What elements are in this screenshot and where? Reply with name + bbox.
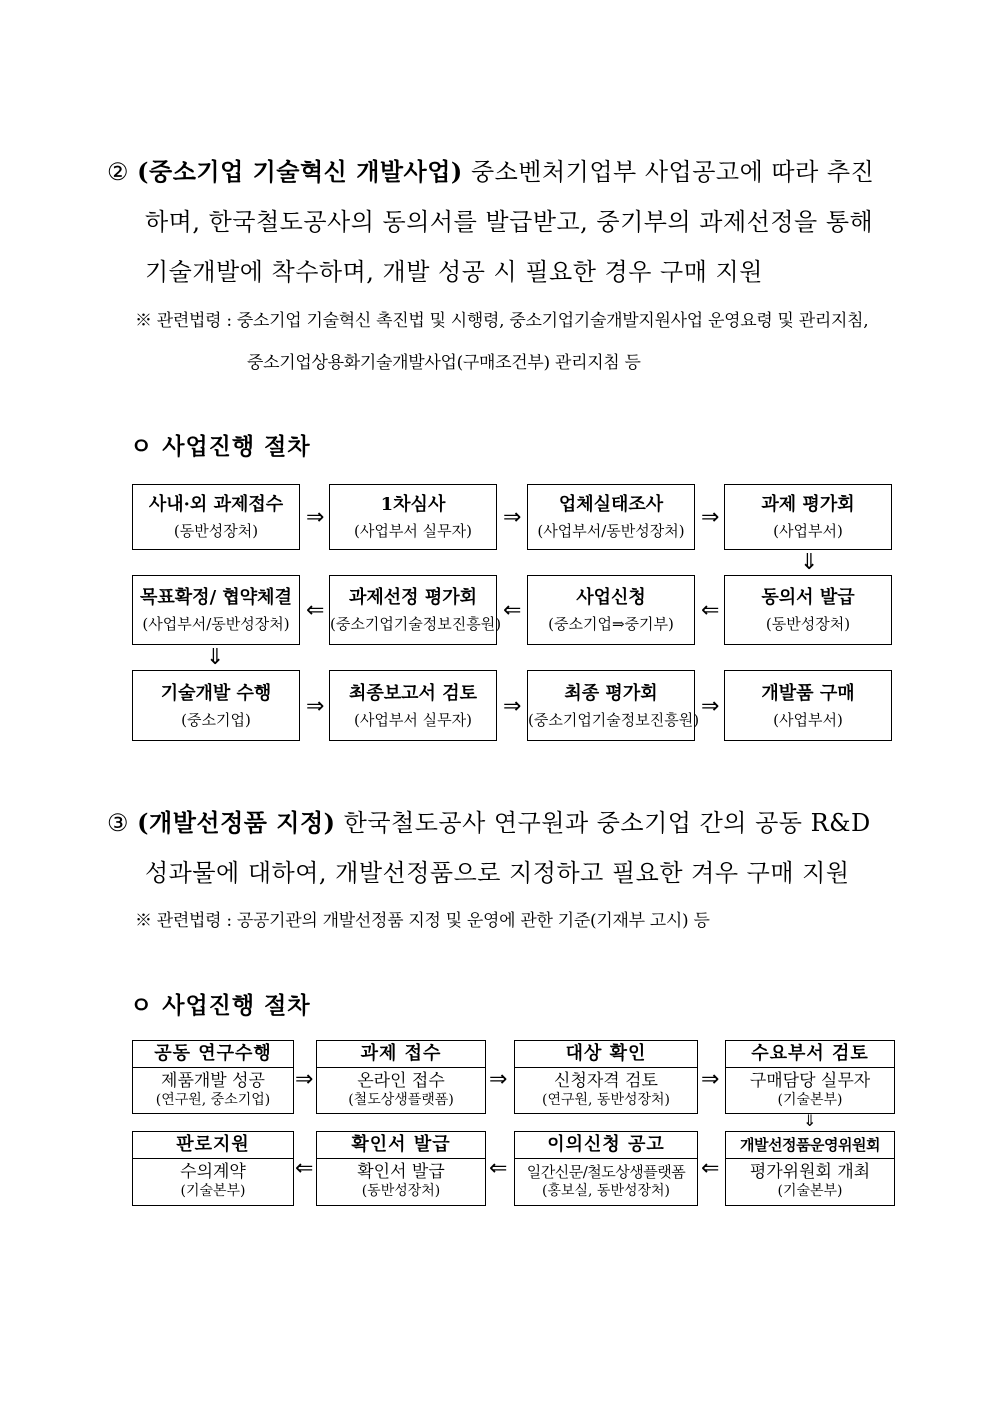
flow-step-title: 공동 연구수행 xyxy=(133,1041,293,1068)
flow-step-owner: (철도상생플랫폼) xyxy=(348,1092,454,1108)
section3-heading: ㅇ 사업진행 절차 xyxy=(130,992,311,1019)
arrow-down: ⇓ xyxy=(206,645,225,670)
flow-step-owner: (중소기업) xyxy=(181,710,251,729)
arrow-right: ⇒ xyxy=(503,505,522,530)
flow-step-owner: (홍보실, 동반성장처) xyxy=(541,1183,671,1199)
arrow-right: ⇒ xyxy=(295,1067,314,1092)
flow-step-title: 기술개발 수행 xyxy=(160,682,272,704)
flow-step-owner: (중소기업⇒중기부) xyxy=(548,615,674,633)
flow-step-title: 업체실태조사 xyxy=(558,494,664,515)
flow3-step-r2c3 xyxy=(514,1131,698,1206)
flow-step-title: 대상 확인 xyxy=(515,1041,697,1068)
flow3-step-r2c2 xyxy=(316,1131,486,1206)
flow-step-owner: (동반성장처) xyxy=(361,1183,441,1199)
flow-step-title: 개발품 구매 xyxy=(761,682,855,704)
section3-line2: 성과물에 대하여, 개발선정품으로 지정하고 필요한 겨우 구매 지원 xyxy=(145,859,850,887)
flow-step-owner: (사업부서) xyxy=(773,522,843,540)
flow-step-title: 과제 접수 xyxy=(317,1041,485,1068)
section2-marker: ② xyxy=(107,158,130,186)
flow-step-title: 이의신청 공고 xyxy=(515,1132,697,1159)
flow2-step-r2c3 xyxy=(527,575,695,645)
flow-step-owner: (연구원, 중소기업) xyxy=(155,1092,271,1108)
flow-step-task: 제품개발 성공 xyxy=(161,1071,265,1091)
section2-title: (중소기업 기술혁신 개발사업) xyxy=(137,157,463,186)
flow2-step-r2c4 xyxy=(724,575,892,645)
flow-step-owner: (동반성장처) xyxy=(765,615,851,633)
flow2-step-r2c1 xyxy=(132,575,300,645)
flow-step-owner: (동반성장처) xyxy=(173,522,259,540)
flow-step-owner: (기술본부) xyxy=(777,1092,843,1108)
flow-step-title: 최종 평가회 xyxy=(564,682,658,704)
arrow-right: ⇒ xyxy=(306,505,325,530)
flow2-step-r1c3 xyxy=(527,484,695,550)
flow-step-task: 일간신문/철도상생플랫폼 xyxy=(526,1163,686,1181)
flow-step-title: 최종보고서 검토 xyxy=(349,682,477,704)
section2-line1 xyxy=(107,157,874,187)
flow2-step-r1c2 xyxy=(329,484,497,550)
arrow-right: ⇒ xyxy=(701,694,720,719)
flow2-step-r3c3 xyxy=(527,670,700,741)
arrow-left: ⇐ xyxy=(503,598,522,623)
flow-step-owner: (사업부서/동반성장처) xyxy=(537,522,685,540)
arrow-left: ⇐ xyxy=(489,1156,508,1181)
flow3-step-r2c1 xyxy=(132,1131,294,1206)
arrow-left: ⇐ xyxy=(295,1156,314,1181)
flow2-step-r3c1 xyxy=(132,670,300,741)
flow-step-owner: (중소기업기술정보진흥원) xyxy=(330,615,502,633)
flow-step-owner: (사업부서 실무자) xyxy=(354,522,472,540)
arrow-right: ⇒ xyxy=(701,505,720,530)
flow-step-title: 사내·외 과제접수 xyxy=(148,494,284,515)
section2-line3: 기술개발에 착수하며, 개발 성공 시 필요한 경우 구매 지원 xyxy=(145,258,763,286)
section2-line1-text: 중소벤처기업부 사업공고에 따라 추진 xyxy=(470,158,875,186)
flow-step-task: 수의계약 xyxy=(180,1162,246,1182)
arrow-left: ⇐ xyxy=(701,598,720,623)
flow2-step-r3c2 xyxy=(329,670,497,741)
flow-step-title: 판로지원 xyxy=(133,1132,293,1159)
flow2-step-r1c1 xyxy=(132,484,300,550)
flow-step-title: 동의서 발급 xyxy=(761,587,855,608)
flow-step-title: 과제 평가회 xyxy=(761,494,855,515)
flow-step-owner: (연구원, 동반성장처) xyxy=(541,1092,671,1108)
section2-law-note-2: 중소기업상용화기술개발사업(구매조건부) 관리지침 등 xyxy=(247,353,641,373)
section3-line1-text: 한국철도공사 연구원과 중소기업 간의 공동 R&D xyxy=(343,809,871,837)
section3-line1 xyxy=(107,808,871,838)
arrow-down: ⇓ xyxy=(800,550,819,575)
flow-step-task: 신청자격 검토 xyxy=(554,1071,658,1091)
arrow-down: ⇓ xyxy=(803,1111,817,1130)
arrow-right: ⇒ xyxy=(701,1067,720,1092)
arrow-left: ⇐ xyxy=(701,1156,720,1181)
flow2-step-r3c4 xyxy=(724,670,892,741)
flow3-step-r1c1 xyxy=(132,1040,294,1114)
flow-step-title: 1차심사 xyxy=(380,494,446,515)
section3-title: (개발선정품 지정) xyxy=(137,808,336,837)
section2-line2: 하며, 한국철도공사의 동의서를 발급받고, 중기부의 과제선정을 통해 xyxy=(145,208,874,236)
flow3-step-r2c4 xyxy=(725,1131,895,1206)
arrow-right: ⇒ xyxy=(503,694,522,719)
flow-step-task: 확인서 발급 xyxy=(357,1162,445,1182)
flow-step-title: 확인서 발급 xyxy=(317,1132,485,1159)
arrow-right: ⇒ xyxy=(306,694,325,719)
flow-step-owner: (기술본부) xyxy=(180,1183,246,1199)
flow-step-task: 구매담당 실무자 xyxy=(749,1071,871,1091)
flow-step-title: 개발선정품운영위원회 xyxy=(726,1132,894,1159)
flow-step-task: 평가위원회 개최 xyxy=(749,1162,871,1182)
flow-step-owner: (중소기업기술정보진흥원) xyxy=(528,710,700,729)
flow-step-title: 수요부서 검토 xyxy=(726,1041,894,1068)
arrow-left: ⇐ xyxy=(306,598,325,623)
flow-step-title: 목표확정/ 협약체결 xyxy=(140,587,292,608)
flow3-step-r1c2 xyxy=(316,1040,486,1114)
flow-step-owner: (사업부서 실무자) xyxy=(354,710,472,729)
arrow-right: ⇒ xyxy=(489,1067,508,1092)
flow3-step-r1c4 xyxy=(725,1040,895,1114)
flow3-step-r1c3 xyxy=(514,1040,698,1114)
flow-step-title: 과제선정 평가회 xyxy=(349,587,477,608)
section2-heading: ㅇ 사업진행 절차 xyxy=(130,433,311,460)
flow-step-owner: (기술본부) xyxy=(777,1183,843,1199)
section3-law-note: ※ 관련법령 : 공공기관의 개발선정품 지정 및 운영에 관한 기준(기재부 고시) 등 xyxy=(135,911,710,931)
flow-step-owner: (사업부서/동반성장처) xyxy=(142,615,290,633)
section3-marker: ③ xyxy=(107,809,130,837)
flow2-step-r2c2 xyxy=(329,575,502,645)
flow-step-title: 사업신청 xyxy=(576,587,646,608)
section2-law-note-1: ※ 관련법령 : 중소기업 기술혁신 촉진법 및 시행령, 중소기업기술개발지원사업 운영요령 및 관리지침, xyxy=(135,311,869,331)
flow-step-owner: (사업부서) xyxy=(773,710,843,729)
flow2-step-r1c4 xyxy=(724,484,892,550)
flow-step-task: 온라인 접수 xyxy=(357,1071,445,1091)
